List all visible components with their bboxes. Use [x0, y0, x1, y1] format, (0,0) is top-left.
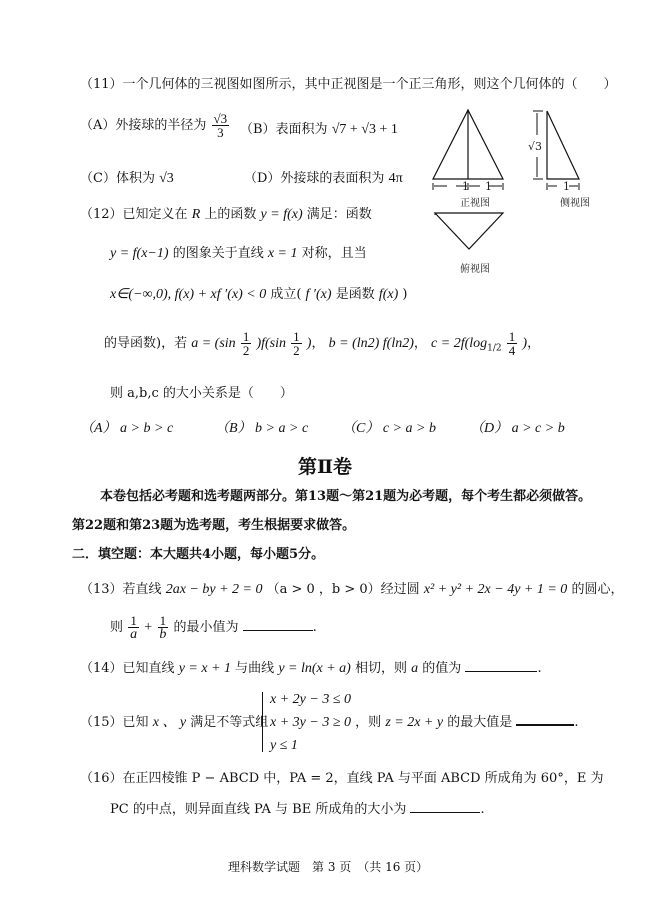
front-view-caption: 正视图 [460, 198, 490, 209]
q12-option-c: （C） c > a > b [342, 421, 436, 436]
side-view-caption: 侧视图 [560, 198, 590, 209]
q15-line: （15）已知 x 、 y 满足不等式组 [80, 715, 269, 730]
part2-heading: 二．填空题：本大题共4小题，每小题5分。 [72, 547, 325, 562]
q14-line: （14）已知直线 y = x + 1 与曲线 y = ln(x + a) 相切，则 a 的值为 . [80, 661, 542, 676]
q11-option-b: （B）表面积为 √7 + √3 + 1 [240, 122, 398, 137]
q15-answer-blank[interactable] [516, 724, 574, 726]
q11-option-a-fraction: $\frac{√3}{3}$ [213, 111, 228, 140]
q11-option-c: （C）体积为 √3 [80, 171, 174, 186]
q15-ineq-3: y ≤ 1 [270, 738, 298, 753]
top-view-caption: 俯视图 [460, 264, 490, 275]
q15-brace [262, 692, 263, 752]
q11-option-a: （A）外接球的半径为 $\frac{√3}{3}$ [80, 111, 228, 140]
section-title: 第Ⅱ卷 [298, 456, 353, 478]
q16-line-1: （16）在正四棱锥 P − ABCD 中，PA = 2，直线 PA 与平面 ABCD 所成角为 60°，E 为 [80, 771, 604, 786]
three-view-figures [425, 105, 625, 275]
q13-line-2: 则 $\frac{1}{a}$ + $\frac{1}{b}$ 的最小值为 . [110, 613, 317, 642]
q13-answer-blank[interactable] [243, 630, 313, 631]
side-dim-sqrt3: √3 [528, 140, 543, 153]
page-footer: 理科数学试题 第 3 页 （共 16 页） [228, 860, 429, 874]
q12-line-4: 的导函数)，若 a = (sin $\frac{1}{2}$ )f(sin $\frac{1}{2}$ )， b = (ln2) f(ln2)， $c = 2f(\log_{1/2}$ $\frac{1}{4}$ )， [104, 329, 541, 358]
q12-option-b: （B） b > a > c [215, 421, 309, 436]
q12-line-3: x∈(−∞,0), f(x) + xf ′(x) < 0 成立( f ′(x) 是函数 f(x) ) [110, 287, 408, 302]
q12-option-d: （D） a > c > b [470, 421, 565, 436]
q16-line-2: PC 的中点，则异面直线 PA 与 BE 所成角的大小为 . [110, 802, 485, 817]
front-dim-1-right: 1 [485, 180, 492, 193]
front-view-diagram [433, 110, 503, 190]
q11-option-d: （D）外接球的表面积为 4π [244, 171, 403, 186]
q15-ineq-1: x + 2y − 3 ≤ 0 [270, 692, 352, 707]
q12-line-2: y = f(x−1) 的图象关于直线 x = 1 对称，且当 [110, 246, 367, 261]
front-dim-1-left: 1 [462, 180, 469, 193]
q12-line-1: （12）已知定义在 R 上的函数 y = f(x) 满足：函数 [80, 207, 372, 222]
q15-ineq-2: x + 3y − 3 ≥ 0 ，则 z = 2x + y 的最大值是 . [270, 715, 579, 730]
top-view-diagram [435, 213, 503, 249]
intro-line-1: 本卷包括必考题和选考题两部分。第13题～第21题为必考题，每个考生都必须做答。 [100, 489, 592, 504]
q16-answer-blank[interactable] [410, 812, 480, 813]
q11-stem: （11）一个几何体的三视图如图所示，其中正视图是一个正三角形，则这个几何体的（ ） [80, 77, 617, 92]
side-dim-1: 1 [563, 180, 570, 193]
q12-option-a: （A） a > b > c [80, 421, 174, 436]
q14-answer-blank[interactable] [465, 671, 537, 672]
q13-line-1: （13）若直线 2ax − by + 2 = 0 （a > 0 ，b > 0）经过圆 x² + y² + 2x − 4y + 1 = 0 的圆心， [80, 582, 624, 597]
intro-line-2: 第22题和第23题为选考题，考生根据要求做答。 [72, 518, 356, 533]
q12-line-5: 则 a,b,c 的大小关系是（ ） [110, 386, 293, 401]
